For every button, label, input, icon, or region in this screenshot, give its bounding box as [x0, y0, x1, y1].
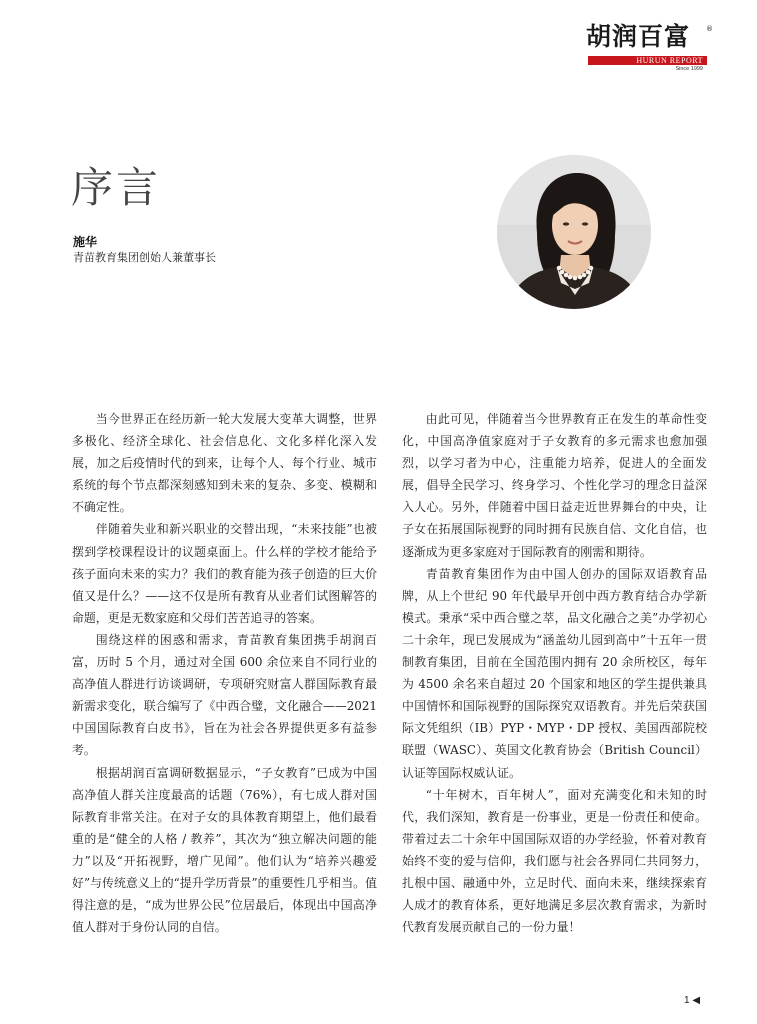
author-portrait	[497, 155, 651, 309]
page-title: 序言	[71, 163, 162, 212]
paragraph: 伴随着失业和新兴职业的交替出现，“未来技能”也被摆到学校课程设计的议题桌面上。什么样的学校才能给予孩子面向未来的实力？我们的教育能为孩子创造的巨大价值又是什么？——这不仅是所有教育从业者们试图解答的命题，更是无数家庭和父母们苦苦追寻的答案。	[72, 522, 377, 625]
portrait-illustration	[497, 155, 651, 309]
paragraph: 围绕这样的困惑和需求，青苗教育集团携手胡润百富，历时 5 个月，通过对全国 600 余位来自不同行业的高净值人群进行访谈调研，专项研究财富人群国际教育最新需求变化，联合编写了《中西合璧，文化融合——2021 中国国际教育白皮书》，旨在为社会各界提供更多有益参考。	[72, 632, 377, 758]
paragraph: 根据胡润百富调研数据显示，“子女教育”已成为中国高净值人群关注度最高的话题（76%），有七成人群对国际教育非常关注。在对子女的具体教育期望上，他们最看重的是“健全的人格 / 教养”，其次为“独立解决问题的能力”以及“开拓视野，增广见闻”。他们认为“培养兴趣爱好”与传统意义上的“提升学历背景”的重要性几乎相当。值得注意的是，“成为世界公民”位居最后，体现出中国高净值人群对于身份认同的自信。	[72, 765, 377, 935]
left-column	[72, 408, 377, 938]
paragraph: “十年树木，百年树人”，面对充满变化和未知的时代，我们深知，教育是一份事业，更是一份责任和使命。带着过去二十余年中国国际双语的办学经验，怀着对教育始终不变的爱与信仰，我们愿与社会各界同仁共同努力，扎根中国、融通中外，立足时代、面向未来，继续探索育人成才的教育体系，更好地满足多层次教育需求，为新时代教育发展贡献自己的一份力量！	[402, 787, 707, 935]
paragraph: 由此可见，伴随着当今世界教育正在发生的革命性变化，中国高净值家庭对于子女教育的多元需求也愈加强烈，以学习者为中心，注重能力培养，促进人的全面发展，倡导全民学习、终身学习、个性化学习的理念日益深入人心。另外，伴随着中国日益走近世界舞台的中央，让子女在拓展国际视野的同时拥有民族自信、文化自信，也逐渐成为更多家庭对于国际教育的刚需和期待。	[402, 412, 707, 559]
logo-english-text: HURUN REPORT	[636, 56, 703, 65]
paragraph: 青苗教育集团作为由中国人创办的国际双语教育品牌，从上个世纪 90 年代最早开创中西方教育结合办学新模式。秉承“采中西合璧之萃，品文化融合之美”办学初心二十余年，现已发展成为“涵盖幼儿园到高中”十五年一贯制教育集团，目前在全国范围内拥有 20 余所校区，每年为 4500 余名来自超过 20 个国家和地区的学生提供兼具中国情怀和国际视野的国际探究双语教育。并先后荣获国际文凭组织（IB）PYP・MYP・DP 授权、美国西部院校联盟（WASC）、英国文化教育协会（British Council）认证等国际权威认证。	[402, 566, 707, 780]
hurun-logo	[586, 22, 714, 74]
logo-chinese-text: 胡润百富	[586, 22, 691, 51]
page-number-value: 1	[684, 995, 690, 1006]
page-arrow-icon: ◀	[692, 995, 701, 1006]
registered-mark: ®	[706, 25, 713, 33]
right-column	[402, 408, 707, 938]
author-role: 青苗教育集团创始人兼董事长	[73, 251, 216, 264]
paragraph: 当今世界正在经历新一轮大发展大变革大调整，世界多极化、经济全球化、社会信息化、文化多样化深入发展，加之后疫情时代的到来，让每个人、每个行业、城市系统的每个节点都深刻感知到未来的复杂、多变、模糊和不确定性。	[72, 412, 377, 515]
author-name: 施华	[73, 235, 98, 249]
logo-since-text: Since 1999	[675, 66, 703, 72]
page-number	[684, 995, 700, 1006]
